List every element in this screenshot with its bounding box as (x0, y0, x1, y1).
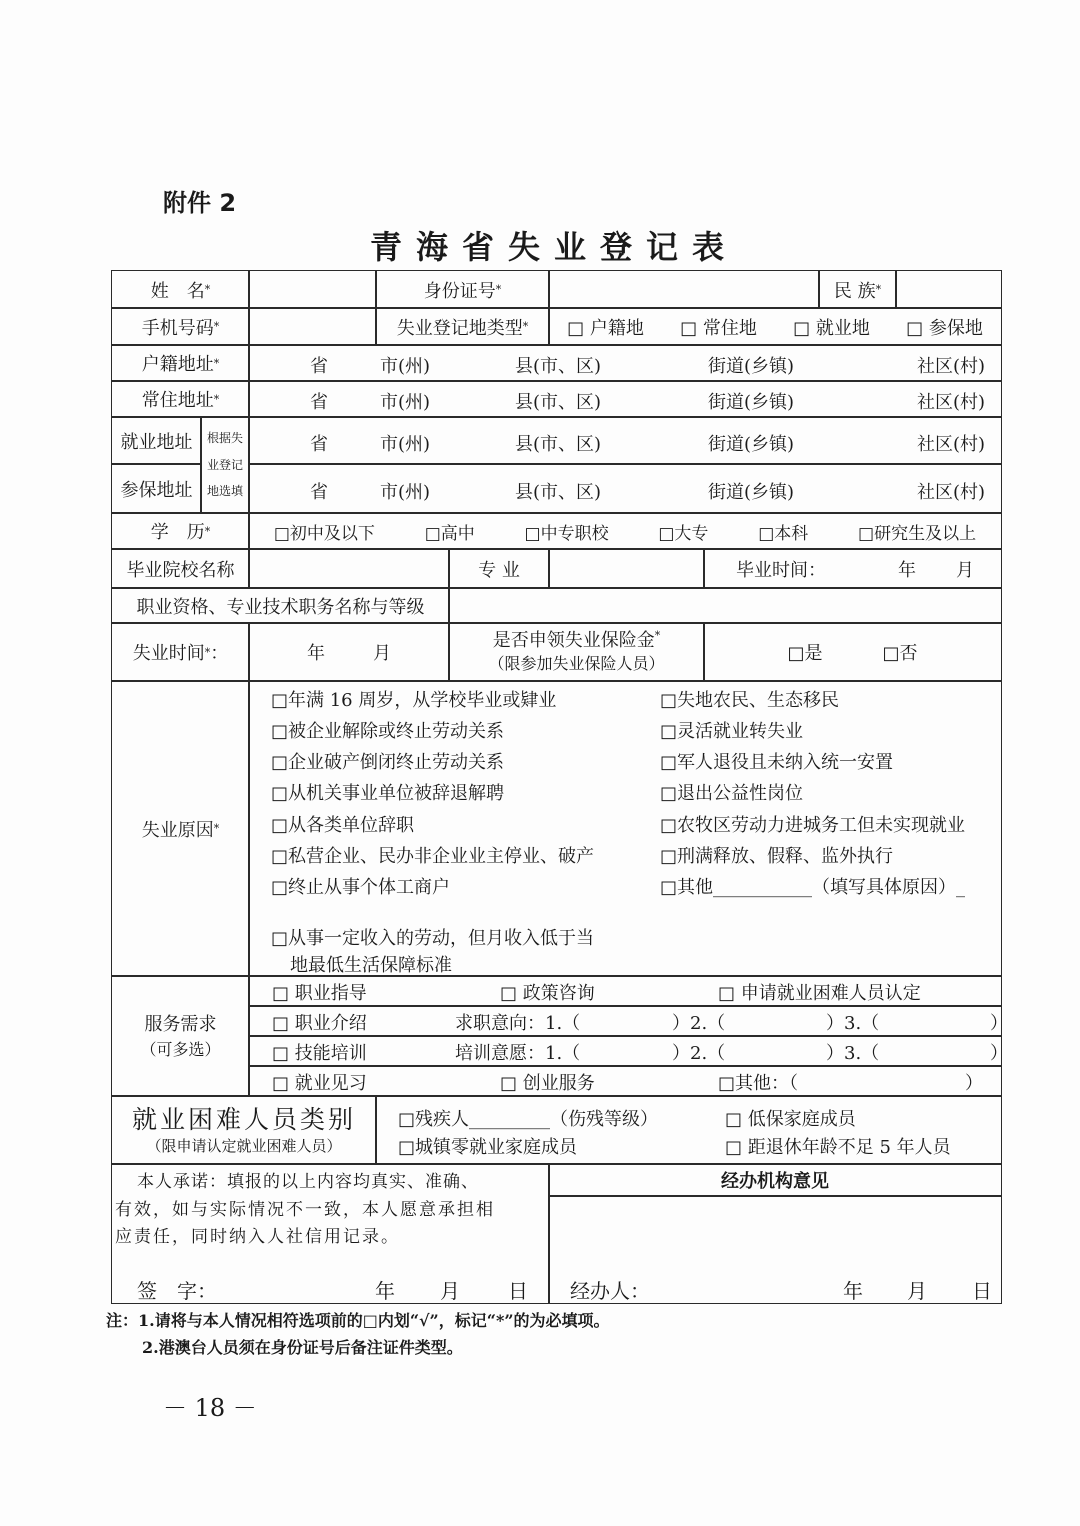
jiuye-address-label: 就业地址 (111, 416, 202, 465)
agency-opinion-label: 经办机构意见 (548, 1163, 1002, 1197)
hardship-low-income[interactable]: □ 低保家庭成员 (725, 1109, 856, 1130)
changzhu-address-label: 常住地址 * (111, 380, 250, 418)
training-intent-3[interactable]: ）3.（ (826, 1043, 880, 1064)
reg-type-canbao-checkbox[interactable]: □ 参保地 (906, 317, 983, 339)
service-hardship-cert[interactable]: □ 申请就业困难人员认定 (718, 983, 921, 1004)
reason-option[interactable]: □刑满释放、假释、监外执行 (660, 846, 894, 867)
edu-option[interactable]: □中专职校 (524, 523, 609, 544)
reason-option[interactable]: □军人退役且未纳入统一安置 (660, 752, 894, 773)
name-field[interactable] (248, 270, 377, 309)
name-label: 姓 名 * (111, 270, 250, 309)
reason-option[interactable]: □从各类单位辞职 (271, 815, 415, 836)
id-field[interactable] (548, 270, 820, 309)
sign-label[interactable]: 签 字： (137, 1279, 217, 1303)
note-2: 2.港澳台人员须在身份证号后备注证件类型。 (142, 1338, 463, 1357)
reg-type-label: 失业登记地类型 * (375, 307, 550, 346)
school-label: 毕业院校名称 (111, 548, 250, 589)
hardship-zero-employment[interactable]: □城镇零就业家庭成员 (398, 1137, 578, 1158)
reason-option[interactable]: □终止从事个体工商户 (271, 877, 451, 898)
sign-day: 日 (508, 1279, 528, 1303)
service-other[interactable]: □其他：（ (718, 1073, 799, 1094)
phone-field[interactable] (248, 307, 377, 346)
job-intent-2[interactable]: ）2.（ (672, 1013, 726, 1034)
changzhu-address-unit: 社区(村) (917, 392, 986, 413)
training-intent-close: ） (990, 1043, 1008, 1064)
training-intent-1[interactable]: 培训意愿：1.（ (455, 1043, 581, 1064)
job-intent-close: ） (990, 1013, 1008, 1034)
service-career-guidance[interactable]: □ 职业指导 (272, 983, 367, 1004)
reason-option[interactable]: □灵活就业转失业 (660, 721, 804, 742)
handler-day: 日 (972, 1279, 992, 1303)
reason-option[interactable]: □从事一定收入的劳动，但月收入低于当 (271, 928, 595, 949)
canbao-address-field[interactable] (248, 463, 1002, 514)
canbao-address-unit: 省 (310, 482, 328, 503)
major-label: 专 业 (448, 548, 550, 589)
changzhu-address-unit: 街道(乡镇) (708, 392, 795, 413)
reason-option: 地最低生活保障标准 (290, 955, 452, 976)
reg-type-changzhu-checkbox[interactable]: □ 常住地 (680, 317, 757, 339)
reason-option[interactable]: □其他___________（填写具体原因）_ (660, 877, 966, 898)
insurance-options (703, 622, 1002, 682)
qualification-label: 职业资格、专业技术职务名称与等级 (111, 587, 450, 624)
handler-label[interactable]: 经办人： (570, 1279, 650, 1303)
reason-option[interactable]: □私营企业、民办非企业业主停业、破产 (271, 846, 595, 867)
note-1: 注：1.请将与本人情况相符选项前的□内划“√”，标记“*”的为必填项。 (106, 1311, 610, 1330)
edu-option[interactable]: □研究生及以上 (858, 523, 977, 544)
service-job-referral[interactable]: □ 职业介绍 (272, 1013, 367, 1034)
changzhu-address-unit: 省 (310, 392, 328, 413)
school-field[interactable] (248, 548, 450, 589)
page-number: － 18 － (163, 1394, 257, 1422)
training-intent-2[interactable]: ）2.（ (672, 1043, 726, 1064)
promise-text: 应责任，同时纳入人社信用记录。 (115, 1227, 400, 1247)
reason-option[interactable]: □失地农民、生态移民 (660, 690, 840, 711)
huji-address-unit: 市(州) (380, 356, 431, 377)
canbao-address-unit: 市(州) (380, 482, 431, 503)
huji-address-label: 户籍地址 * (111, 344, 250, 382)
service-skills-training[interactable]: □ 技能培训 (272, 1043, 367, 1064)
canbao-address-unit: 县(市、区) (515, 482, 602, 503)
address-note: 根据失 业登记 地选填 (200, 416, 250, 514)
handler-year: 年 (843, 1279, 863, 1303)
huji-address-unit: 街道(乡镇) (708, 356, 795, 377)
jiuye-address-field[interactable] (248, 416, 1002, 465)
insurance-label: 是否申领失业保险金* （限参加失业保险人员） (448, 622, 705, 682)
hardship-disabled[interactable]: □残疾人_________（伤残等级） (398, 1109, 659, 1130)
education-label: 学 历 * (111, 512, 250, 550)
job-intent-1[interactable]: 求职意向：1.（ (455, 1013, 581, 1034)
unemp-time-field[interactable]: 年 月 (248, 622, 450, 682)
phone-label: 手机号码 * (111, 307, 250, 346)
reason-option[interactable]: □退出公益性岗位 (660, 783, 804, 804)
huji-address-unit: 社区(村) (917, 356, 986, 377)
ethnic-field[interactable] (895, 270, 1002, 309)
grad-time[interactable]: 毕业时间： 年 月 (703, 548, 1002, 589)
service-label: 服务需求 （可多选） (111, 975, 250, 1097)
education-options (248, 512, 1002, 550)
attachment-label: 附件 2 (163, 189, 237, 217)
canbao-address-unit: 街道(乡镇) (708, 482, 795, 503)
reg-type-huji-checkbox[interactable]: □ 户籍地 (567, 317, 644, 339)
jiuye-address-unit: 县(市、区) (515, 434, 602, 455)
reg-type-jiuye-checkbox[interactable]: □ 就业地 (793, 317, 870, 339)
canbao-address-unit: 社区(村) (917, 482, 986, 503)
id-label: 身份证号 * (375, 270, 550, 309)
service-internship[interactable]: □ 就业见习 (272, 1073, 367, 1094)
promise-text: 本人承诺：填报的以上内容均真实、准确、 (137, 1172, 479, 1192)
changzhu-address-unit: 市(州) (380, 392, 431, 413)
promise-text: 有效，如与实际情况不一致，本人愿意承担相 (115, 1200, 495, 1220)
handler-month: 月 (907, 1279, 927, 1303)
unemp-time-label: 失业时间 * ： (111, 622, 250, 682)
hardship-near-retirement[interactable]: □ 距退休年龄不足 5 年人员 (725, 1137, 951, 1158)
insurance-yes-checkbox[interactable]: □是 (787, 643, 823, 664)
jiuye-address-unit: 社区(村) (917, 434, 986, 455)
service-policy-consult[interactable]: □ 政策咨询 (500, 983, 595, 1004)
changzhu-address-unit: 县(市、区) (515, 392, 602, 413)
reason-option[interactable]: □被企业解除或终止劳动关系 (271, 721, 505, 742)
ethnic-label: 民 族 * (818, 270, 897, 309)
hardship-label: 就业困难人员类别 （限申请认定就业困难人员） (111, 1095, 377, 1165)
qualification-field[interactable] (448, 587, 1002, 624)
jiuye-address-unit: 市(州) (380, 434, 431, 455)
canbao-address-label: 参保地址 (111, 463, 202, 514)
form-title: 青海省失业登记表 (370, 228, 739, 266)
edu-option[interactable]: □本科 (758, 523, 809, 544)
changzhu-address-field[interactable] (248, 380, 1002, 418)
huji-address-unit: 县(市、区) (515, 356, 602, 377)
edu-option[interactable]: □大专 (658, 523, 709, 544)
reason-option[interactable]: □农牧区劳动力进城务工但未实现就业 (660, 815, 966, 836)
reason-option[interactable]: □从机关事业单位被辞退解聘 (271, 783, 505, 804)
jiuye-address-unit: 省 (310, 434, 328, 455)
edu-option[interactable]: □初中及以下 (273, 523, 375, 544)
huji-address-field[interactable] (248, 344, 1002, 382)
reason-option[interactable]: □年满 16 周岁，从学校毕业或肄业 (271, 690, 557, 711)
service-other-close: ） (965, 1073, 983, 1094)
reg-type-options (548, 307, 1002, 346)
service-startup[interactable]: □ 创业服务 (500, 1073, 595, 1094)
reason-label: 失业原因 * (111, 680, 250, 977)
major-field[interactable] (548, 548, 705, 589)
sign-year: 年 (375, 1279, 395, 1303)
edu-option[interactable]: □高中 (424, 523, 475, 544)
insurance-no-checkbox[interactable]: □否 (882, 643, 918, 664)
reason-option[interactable]: □企业破产倒闭终止劳动关系 (271, 752, 505, 773)
huji-address-unit: 省 (310, 356, 328, 377)
sign-month: 月 (440, 1279, 460, 1303)
job-intent-3[interactable]: ）3.（ (826, 1013, 880, 1034)
jiuye-address-unit: 街道(乡镇) (708, 434, 795, 455)
